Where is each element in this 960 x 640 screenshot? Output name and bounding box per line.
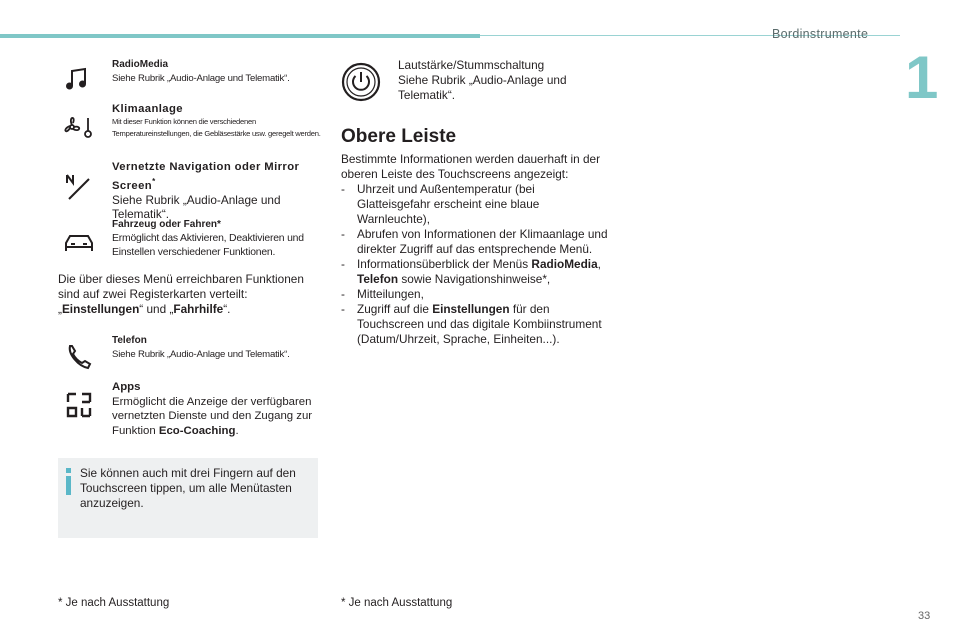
menu-item-navigation: Vernetzte Navigation oder Mirror Screen* Siehe Rubrik „Audio-Anlage und Telematik“. bbox=[112, 161, 300, 222]
menu-item-fahrzeug: Fahrzeug oder Fahren* Ermöglicht das Aktivieren, Deaktivieren und Einstellen verschiedener Funktionen. bbox=[112, 219, 304, 258]
header-accent-bar bbox=[0, 34, 480, 38]
footnote-right: * Je nach Ausstattung bbox=[341, 597, 453, 609]
section-heading: Obere Leiste bbox=[341, 126, 457, 147]
top-bar-description: Bestimmte Informationen werden dauerhaft in der oberen Leiste des Touchscreens angezeigt: - Uhrzeit und Außentemperatur (bei Glatteisgefahr erscheint eine blaue Warnleuchte), - Abrufen von Informationen der Klimaanlage und direkter Zugriff auf das entsprechende Menü. - Informationsüberblick der Menüs RadioMedia, Telefon sowie Navigationshinweise*, - Mitteilungen, - Zugriff auf die Einstellungen für den Touchscreen und das digitale Kombiinstrument (Datum/Uhrzeit, Sprache, Einheiten...). bbox=[341, 152, 611, 347]
navigation-icon bbox=[60, 168, 98, 206]
menu-item-power: Lautstärke/Stummschaltung Siehe Rubrik „Audio-Anlage und Telematik“. bbox=[398, 58, 567, 102]
menu-item-telefon: Telefon Siehe Rubrik „Audio-Anlage und Telematik“. bbox=[112, 335, 290, 360]
top-bar-list bbox=[341, 182, 611, 347]
info-note: Sie können auch mit drei Fingern auf den Touchscreen tippen, um alle Menütasten anzuzeigen. bbox=[58, 458, 318, 538]
phone-icon bbox=[60, 338, 98, 376]
footnote-left: * Je nach Ausstattung bbox=[58, 597, 170, 609]
list-item: - Abrufen von Informationen der Klimaanlage und direkter Zugriff auf das entsprechende Menü. bbox=[341, 227, 608, 256]
section-title: Bordinstrumente bbox=[772, 27, 869, 41]
menu-item-apps: Apps Ermöglicht die Anzeige der verfügbaren vernetzten Dienste und den Zugang zur Funktion Eco-Coaching. bbox=[112, 381, 313, 437]
list-item: - Zugriff auf die Einstellungen für den Touchscreen und das digitale Kombiinstrument (Datum/Uhrzeit, Sprache, Einheiten...). bbox=[341, 302, 602, 346]
fan-thermometer-icon bbox=[60, 108, 98, 146]
power-icon bbox=[341, 62, 381, 102]
menu-item-klimaanlage: Klimaanlage Mit dieser Funktion können die verschiedenen Temperatureinstellungen, die Gebläsestärke usw. geregelt werden. bbox=[112, 103, 321, 138]
info-icon bbox=[66, 468, 71, 498]
tabs-paragraph: Die über dieses Menü erreichbaren Funktionen sind auf zwei Registerkarten verteilt: „Einstellungen“ und „Fahrhilfe“. bbox=[58, 272, 304, 316]
menu-item-radiomedia: RadioMedia Siehe Rubrik „Audio-Anlage und Telematik“. bbox=[112, 59, 290, 84]
music-note-icon bbox=[58, 60, 96, 98]
list-item: - Informationsüberblick der Menüs RadioMedia, Telefon sowie Navigationshinweise*, bbox=[341, 257, 601, 286]
list-item: - Uhrzeit und Außentemperatur (bei Glatteisgefahr erscheint eine blaue Warnleuchte), bbox=[341, 182, 540, 226]
apps-grid-icon bbox=[60, 386, 98, 424]
chapter-number: 1 bbox=[905, 44, 939, 111]
list-item: - Mitteilungen, bbox=[341, 287, 424, 301]
car-icon bbox=[60, 224, 98, 262]
page-number: 33 bbox=[918, 610, 931, 622]
